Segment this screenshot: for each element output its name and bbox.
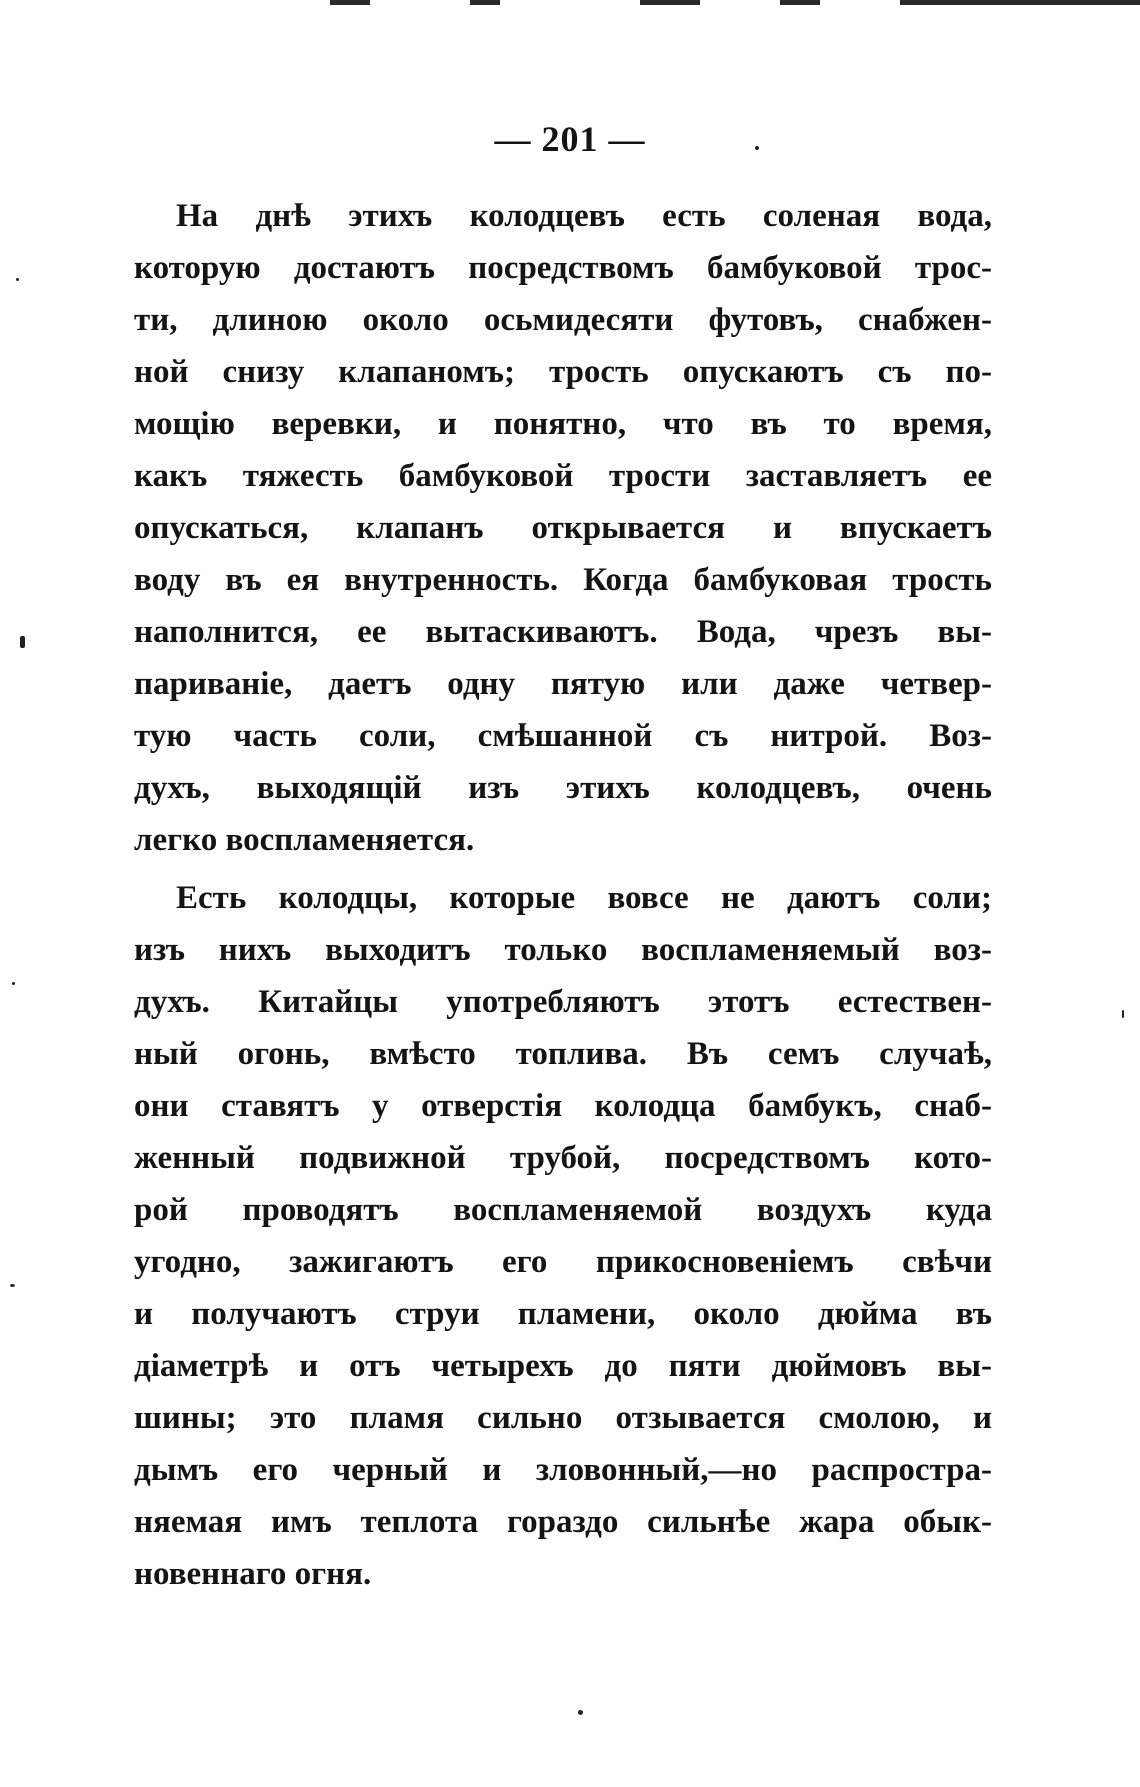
text-line: дымъ его черный и зловонный,—но распростра- <box>134 1452 992 1488</box>
text-line: изъ нихъ выходитъ только воспламеняемый воз- <box>134 932 992 968</box>
page-number: — 201 — <box>494 119 646 159</box>
scan-speck <box>578 1710 583 1715</box>
text-line: легко воспламеняется. <box>134 822 475 858</box>
text-line: новеннаго огня. <box>134 1556 372 1592</box>
scan-speck <box>12 982 15 985</box>
scan-speck <box>1122 1010 1124 1018</box>
text-line: и получаютъ струи пламени, около дюйма въ <box>134 1296 992 1332</box>
scan-speck <box>755 146 759 150</box>
text-line: тую часть соли, смѣшанной съ нитрой. Воз- <box>134 718 992 754</box>
text-line: угодно, зажигаютъ его прикосновеніемъ свѣчи <box>134 1244 992 1280</box>
text-line: На днѣ этихъ колодцевъ есть соленая вода, <box>176 198 992 234</box>
text-line: няемая имъ теплота гораздо сильнѣе жара обык- <box>134 1504 992 1540</box>
text-line: воду въ ея внутренность. Когда бамбуковая трость <box>134 562 992 598</box>
text-line: опускаться, клапанъ открывается и впускаетъ <box>134 510 992 546</box>
top-edge-bleed <box>0 0 1140 10</box>
text-line: ной снизу клапаномъ; трость опускаютъ съ по- <box>134 354 992 390</box>
scan-speck <box>20 636 25 648</box>
text-line: мощію веревки, и понятно, что въ то время, <box>134 406 992 442</box>
text-line: женный подвижной трубой, посредствомъ кото- <box>134 1140 992 1176</box>
text-line: которую достаютъ посредствомъ бамбуковой трос- <box>134 250 992 286</box>
text-line: рой проводятъ воспламеняемой воздухъ куда <box>134 1192 992 1228</box>
text-line: духъ. Китайцы употребляютъ этотъ естествен- <box>134 984 992 1020</box>
text-line: наполнится, ее вытаскиваютъ. Вода, чрезъ вы- <box>134 614 992 650</box>
text-line: шины; это пламя сильно отзывается смолою, и <box>134 1400 992 1436</box>
paragraph-1 <box>134 190 992 866</box>
text-line: Есть колодцы, которые вовсе не даютъ соли; <box>176 880 992 916</box>
text-line: париваніе, даетъ одну пятую или даже четвер- <box>134 666 992 702</box>
text-line: ный огонь, вмѣсто топлива. Въ семъ случаѣ, <box>134 1036 992 1072</box>
scan-speck <box>10 1284 15 1287</box>
text-line: діаметрѣ и отъ четырехъ до пяти дюймовъ вы- <box>134 1348 992 1384</box>
text-line: ти, длиною около осьмидесяти футовъ, снабжен- <box>134 302 992 338</box>
text-line: какъ тяжесть бамбуковой трости заставляетъ ее <box>134 458 992 494</box>
text-line: духъ, выходящій изъ этихъ колодцевъ, очень <box>134 770 992 806</box>
scan-speck <box>16 278 19 281</box>
body-text <box>134 190 992 1600</box>
text-line: они ставятъ у отверстія колодца бамбукъ, снаб- <box>134 1088 992 1124</box>
paragraph-2 <box>134 872 992 1600</box>
